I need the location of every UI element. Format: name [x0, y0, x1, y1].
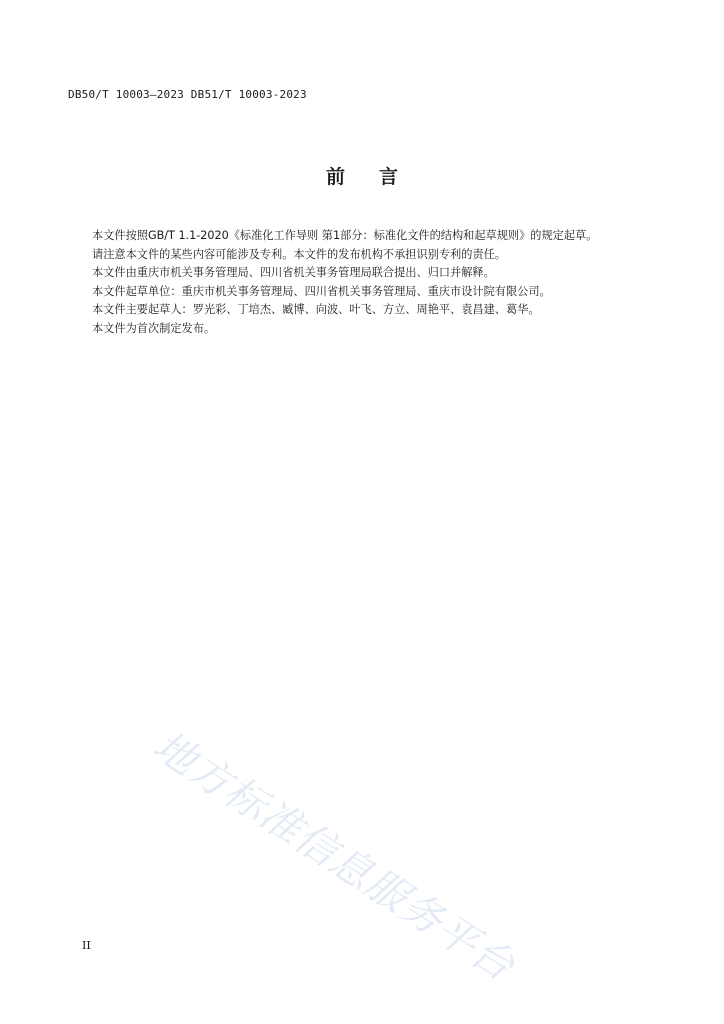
foreword-body [68, 227, 658, 339]
document-code: DB50/T 10003—2023 DB51/T 10003-2023 [68, 88, 307, 101]
page-number: II [82, 939, 91, 952]
watermark: 地方标准信息服务平台 [144, 721, 524, 991]
page-title [0, 162, 724, 189]
paragraph-drafters: 本文件主要起草人：罗光彩、丁培杰、臧博、向波、叶飞、方立、周艳平、袁昌建、葛华。 [92, 303, 540, 317]
paragraph-drafting-units: 本文件起草单位：重庆市机关事务管理局、四川省机关事务管理局、重庆市设计院有限公司。 [92, 284, 551, 298]
paragraph-first-release: 本文件为首次制定发布。 [92, 321, 216, 335]
paragraph-proposer: 本文件由重庆市机关事务管理局、四川省机关事务管理局联合提出、归口并解释。 [92, 266, 495, 280]
paragraph-patent-notice: 请注意本文件的某些内容可能涉及专利。本文件的发布机构不承担识别专利的责任。 [92, 247, 506, 261]
title-char-2: 言 [379, 166, 399, 188]
title-char-1: 前 [325, 166, 345, 188]
paragraph-standard-basis: 本文件按照GB/T 1.1-2020《标准化工作导则 第1部分：标准化文件的结构和起草规则》的规定起草。 [92, 229, 598, 242]
